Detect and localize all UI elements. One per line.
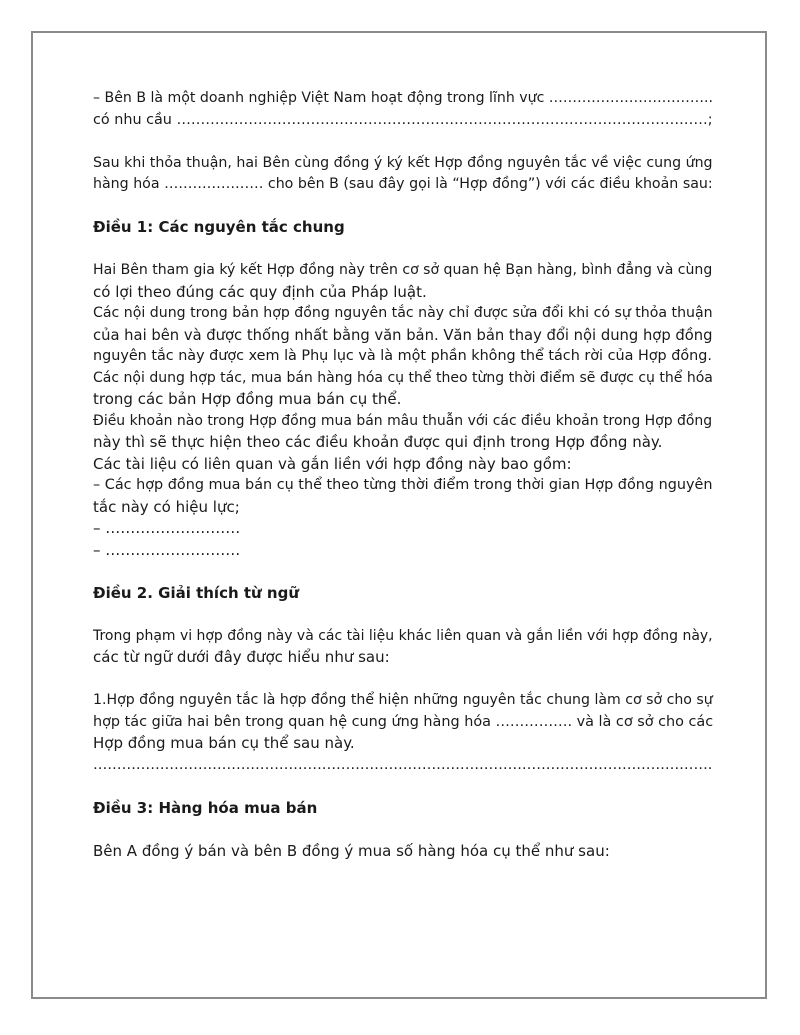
article-2-intro-line: Trong phạm vi hợp đồng này và các tài liệu khác liên quan và gắn liền với hợp đồng này, <box>93 627 713 644</box>
article-1-line: Điều khoản nào trong Hợp đồng mua bán mâu thuẫn với các điều khoản trong Hợp đồng <box>93 412 713 429</box>
article-1-line: có lợi theo đúng các quy định của Pháp luật. <box>93 282 427 301</box>
article-2-definition-line: 1.Hợp đồng nguyên tắc là hợp đồng thể hiện những nguyên tắc chung làm cơ sở cho sự <box>93 692 713 708</box>
article-1-line: của hai bên và được thống nhất bằng văn bản. Văn bản thay đổi nội dung hợp đồng <box>93 326 713 344</box>
article-1-line: Hai Bên tham gia ký kết Hợp đồng này trên cơ sở quan hệ Bạn hàng, bình đẳng và cùng <box>93 262 713 278</box>
intro-line: có nhu cầu …………………………………………………………………………………………………; <box>93 111 713 128</box>
article-2-definition-line: Hợp đồng mua bán cụ thể sau này. <box>93 734 355 752</box>
article-2-definition-line: …………………………………………………………………………………………………………………. <box>93 756 713 773</box>
document-body <box>93 88 713 862</box>
article-3-heading: Điều 3: Hàng hóa mua bán <box>93 798 318 817</box>
article-3-line: Bên A đồng ý bán và bên B đồng ý mua số hàng hóa cụ thể như sau: <box>93 841 610 860</box>
article-1-line: Các nội dung hợp tác, mua bán hàng hóa cụ thể theo từng thời điểm sẽ được cụ thể hóa <box>93 369 713 386</box>
article-2-heading: Điều 2. Giải thích từ ngữ <box>93 583 300 602</box>
article-1-line: này thì sẽ thực hiện theo các điều khoản được qui định trong Hợp đồng này. <box>93 433 663 451</box>
article-1-line: Các nội dung trong bản hợp đồng nguyên tắc này chỉ được sửa đổi khi có sự thỏa thuận <box>93 305 713 321</box>
intro-line: – Bên B là một doanh nghiệp Việt Nam hoạt động trong lĩnh vực …………………………….. <box>93 90 713 106</box>
article-1-heading: Điều 1: Các nguyên tắc chung <box>93 218 345 236</box>
article-2-definition-line: hợp tác giữa hai bên trong quan hệ cung ứng hàng hóa ……………. và là cơ sở cho các <box>93 713 714 730</box>
agreement-line: Sau khi thỏa thuận, hai Bên cùng đồng ý ký kết Hợp đồng nguyên tắc về việc cung ứng <box>93 154 713 171</box>
article-1-line: Các tài liệu có liên quan và gắn liền với hợp đồng này bao gồm: <box>93 454 572 473</box>
article-1-line: – ……………………… <box>93 519 241 537</box>
article-1-line: trong các bản Hợp đồng mua bán cụ thể. <box>93 390 402 408</box>
article-2-intro-line: các từ ngữ dưới đây được hiểu như sau: <box>93 648 390 666</box>
article-1-line: tắc này có hiệu lực; <box>93 497 240 516</box>
article-1-line: – Các hợp đồng mua bán cụ thể theo từng thời điểm trong thời gian Hợp đồng nguyên <box>93 477 713 493</box>
article-1-line: – ……………………… <box>93 540 241 559</box>
article-1-line: nguyên tắc này được xem là Phụ lục và là một phần không thể tách rời của Hợp đồng. <box>93 348 712 364</box>
agreement-line: hàng hóa ………………… cho bên B (sau đây gọi là “Hợp đồng”) với các điều khoản sau: <box>93 176 713 192</box>
